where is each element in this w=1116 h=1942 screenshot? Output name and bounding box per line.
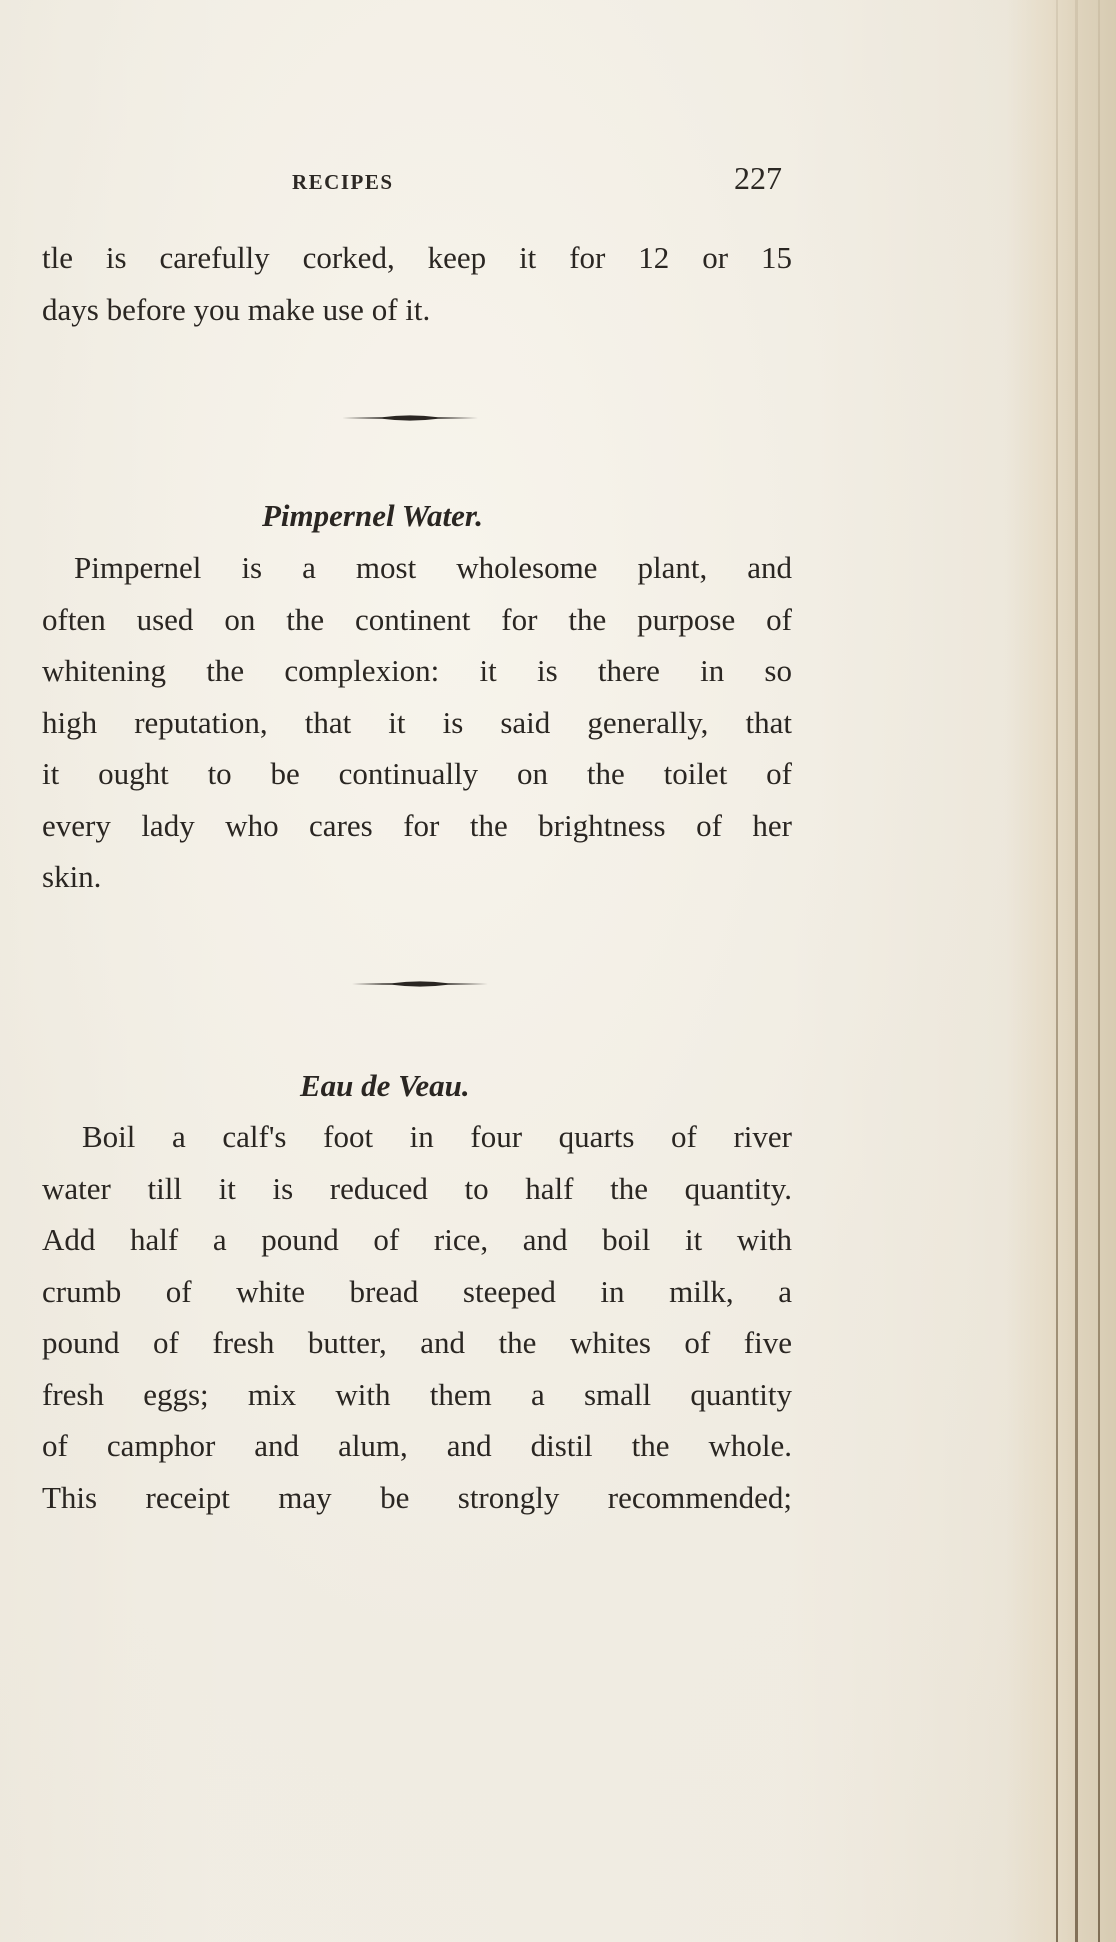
text-line: fresh eggs; mix with them a small quantity (42, 1376, 792, 1412)
text-line: of camphor and alum, and distil the whole. (42, 1428, 792, 1463)
text-line: water till it is reduced to half the quantity. (42, 1170, 792, 1206)
running-head: RECIPES (292, 170, 394, 194)
text-line: whitening the complexion: it is there in so (42, 653, 792, 688)
text-line: Boil a calf's foot in four quarts of river (82, 1119, 792, 1154)
text-line: tle is carefully corked, keep it for 12 or 15 (42, 240, 792, 275)
text-line: crumb of white bread steeped in milk, a (42, 1273, 792, 1309)
page-header (292, 160, 782, 210)
page-edge-line (1056, 0, 1058, 1942)
page-number: 227 (734, 160, 782, 196)
section-title: Eau de Veau. (300, 1068, 470, 1103)
section-divider-ornament (342, 413, 478, 423)
text-line: it ought to be continually on the toilet of (42, 756, 792, 791)
text-line: every lady who cares for the brightness of her (42, 807, 792, 843)
text-line: often used on the continent for the purpose of (42, 601, 792, 637)
text-line: skin. (42, 859, 102, 894)
section-divider-ornament (352, 979, 488, 989)
section-paragraph (42, 1111, 792, 1523)
text-line: This receipt may be strongly recommended; (42, 1479, 792, 1515)
text-line: Add half a pound of rice, and boil it with (42, 1222, 792, 1257)
continuation-paragraph (42, 232, 792, 335)
text-line: Pimpernel is a most wholesome plant, and (74, 550, 792, 585)
text-line: days before you make use of it. (42, 291, 431, 327)
section-title: Pimpernel Water. (262, 498, 484, 533)
page-edge-line (1075, 0, 1078, 1942)
section-paragraph (42, 542, 792, 903)
text-line: high reputation, that it is said generally, that (42, 704, 792, 740)
text-line: pound of fresh butter, and the whites of five (42, 1325, 792, 1360)
page-edge-line (1098, 0, 1100, 1942)
page-fore-edge (1006, 0, 1116, 1942)
